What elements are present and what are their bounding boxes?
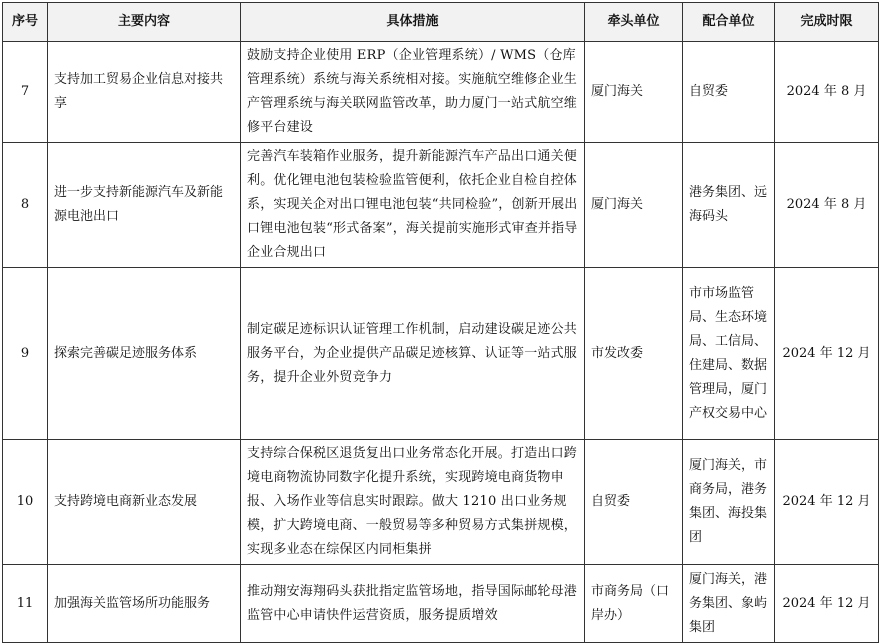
cell-no: 7 [3, 42, 48, 143]
cell-lead: 市商务局（口岸办） [585, 565, 683, 643]
cell-no: 10 [3, 440, 48, 565]
table-row [3, 42, 879, 143]
cell-lead: 自贸委 [585, 440, 683, 565]
cell-main: 支持加工贸易企业信息对接共享 [48, 42, 241, 143]
cell-coop: 厦门海关，市商务局，港务集团、海投集团 [683, 440, 775, 565]
cell-deadline: 2024 年 12 月 [775, 565, 879, 643]
cell-detail: 推动翔安海翔码头获批指定监管场地，指导国际邮轮母港监管中心申请快件运营资质，服务提质增效 [241, 565, 585, 643]
cell-detail: 完善汽车装箱作业服务，提升新能源汽车产品出口通关便利。优化锂电池包装检验监管便利，依托企业自检自控体系，实现关企对出口锂电池包装“共同检验”，创新开展出口锂电池包装“形式备案”，海关提前实施形式审查并指导企业合规出口 [241, 143, 585, 268]
cell-lead: 厦门海关 [585, 42, 683, 143]
cell-coop: 港务集团、远海码头 [683, 143, 775, 268]
cell-no: 8 [3, 143, 48, 268]
header-no: 序号 [3, 3, 48, 42]
cell-no: 11 [3, 565, 48, 643]
cell-main: 加强海关监管场所功能服务 [48, 565, 241, 643]
cell-deadline: 2024 年 8 月 [775, 42, 879, 143]
cell-deadline: 2024 年 12 月 [775, 440, 879, 565]
cell-lead: 市发改委 [585, 268, 683, 440]
cell-coop: 自贸委 [683, 42, 775, 143]
cell-coop: 厦门海关，港务集团、象屿集团 [683, 565, 775, 643]
cell-detail: 鼓励支持企业使用 ERP（企业管理系统）/ WMS（仓库管理系统）系统与海关系统相对接。实施航空维修企业生产管理系统与海关联网监管改革，助力厦门一站式航空维修平台建设 [241, 42, 585, 143]
cell-main: 进一步支持新能源汽车及新能源电池出口 [48, 143, 241, 268]
table-row [3, 440, 879, 565]
header-deadline: 完成时限 [775, 3, 879, 42]
table-row [3, 143, 879, 268]
header-detail: 具体措施 [241, 3, 585, 42]
cell-deadline: 2024 年 8 月 [775, 143, 879, 268]
measures-table [2, 2, 879, 643]
cell-detail: 支持综合保税区退货复出口业务常态化开展。打造出口跨境电商物流协同数字化提升系统，实现跨境电商货物申报、入场作业等信息实时跟踪。做大 1210 出口业务规模，扩大跨境电商、一般贸易等多种贸易方式集拼规模，实现多业态在综保区内同柜集拼 [241, 440, 585, 565]
cell-main: 支持跨境电商新业态发展 [48, 440, 241, 565]
table-row [3, 268, 879, 440]
table-row [3, 565, 879, 643]
header-lead: 牵头单位 [585, 3, 683, 42]
header-coop: 配合单位 [683, 3, 775, 42]
header-main: 主要内容 [48, 3, 241, 42]
cell-deadline: 2024 年 12 月 [775, 268, 879, 440]
cell-main: 探索完善碳足迹服务体系 [48, 268, 241, 440]
cell-coop: 市市场监管局、生态环境局、工信局、住建局、数据管理局，厦门产权交易中心 [683, 268, 775, 440]
cell-detail: 制定碳足迹标识认证管理工作机制，启动建设碳足迹公共服务平台，为企业提供产品碳足迹核算、认证等一站式服务，提升企业外贸竞争力 [241, 268, 585, 440]
header-row [3, 3, 879, 42]
cell-no: 9 [3, 268, 48, 440]
cell-lead: 厦门海关 [585, 143, 683, 268]
